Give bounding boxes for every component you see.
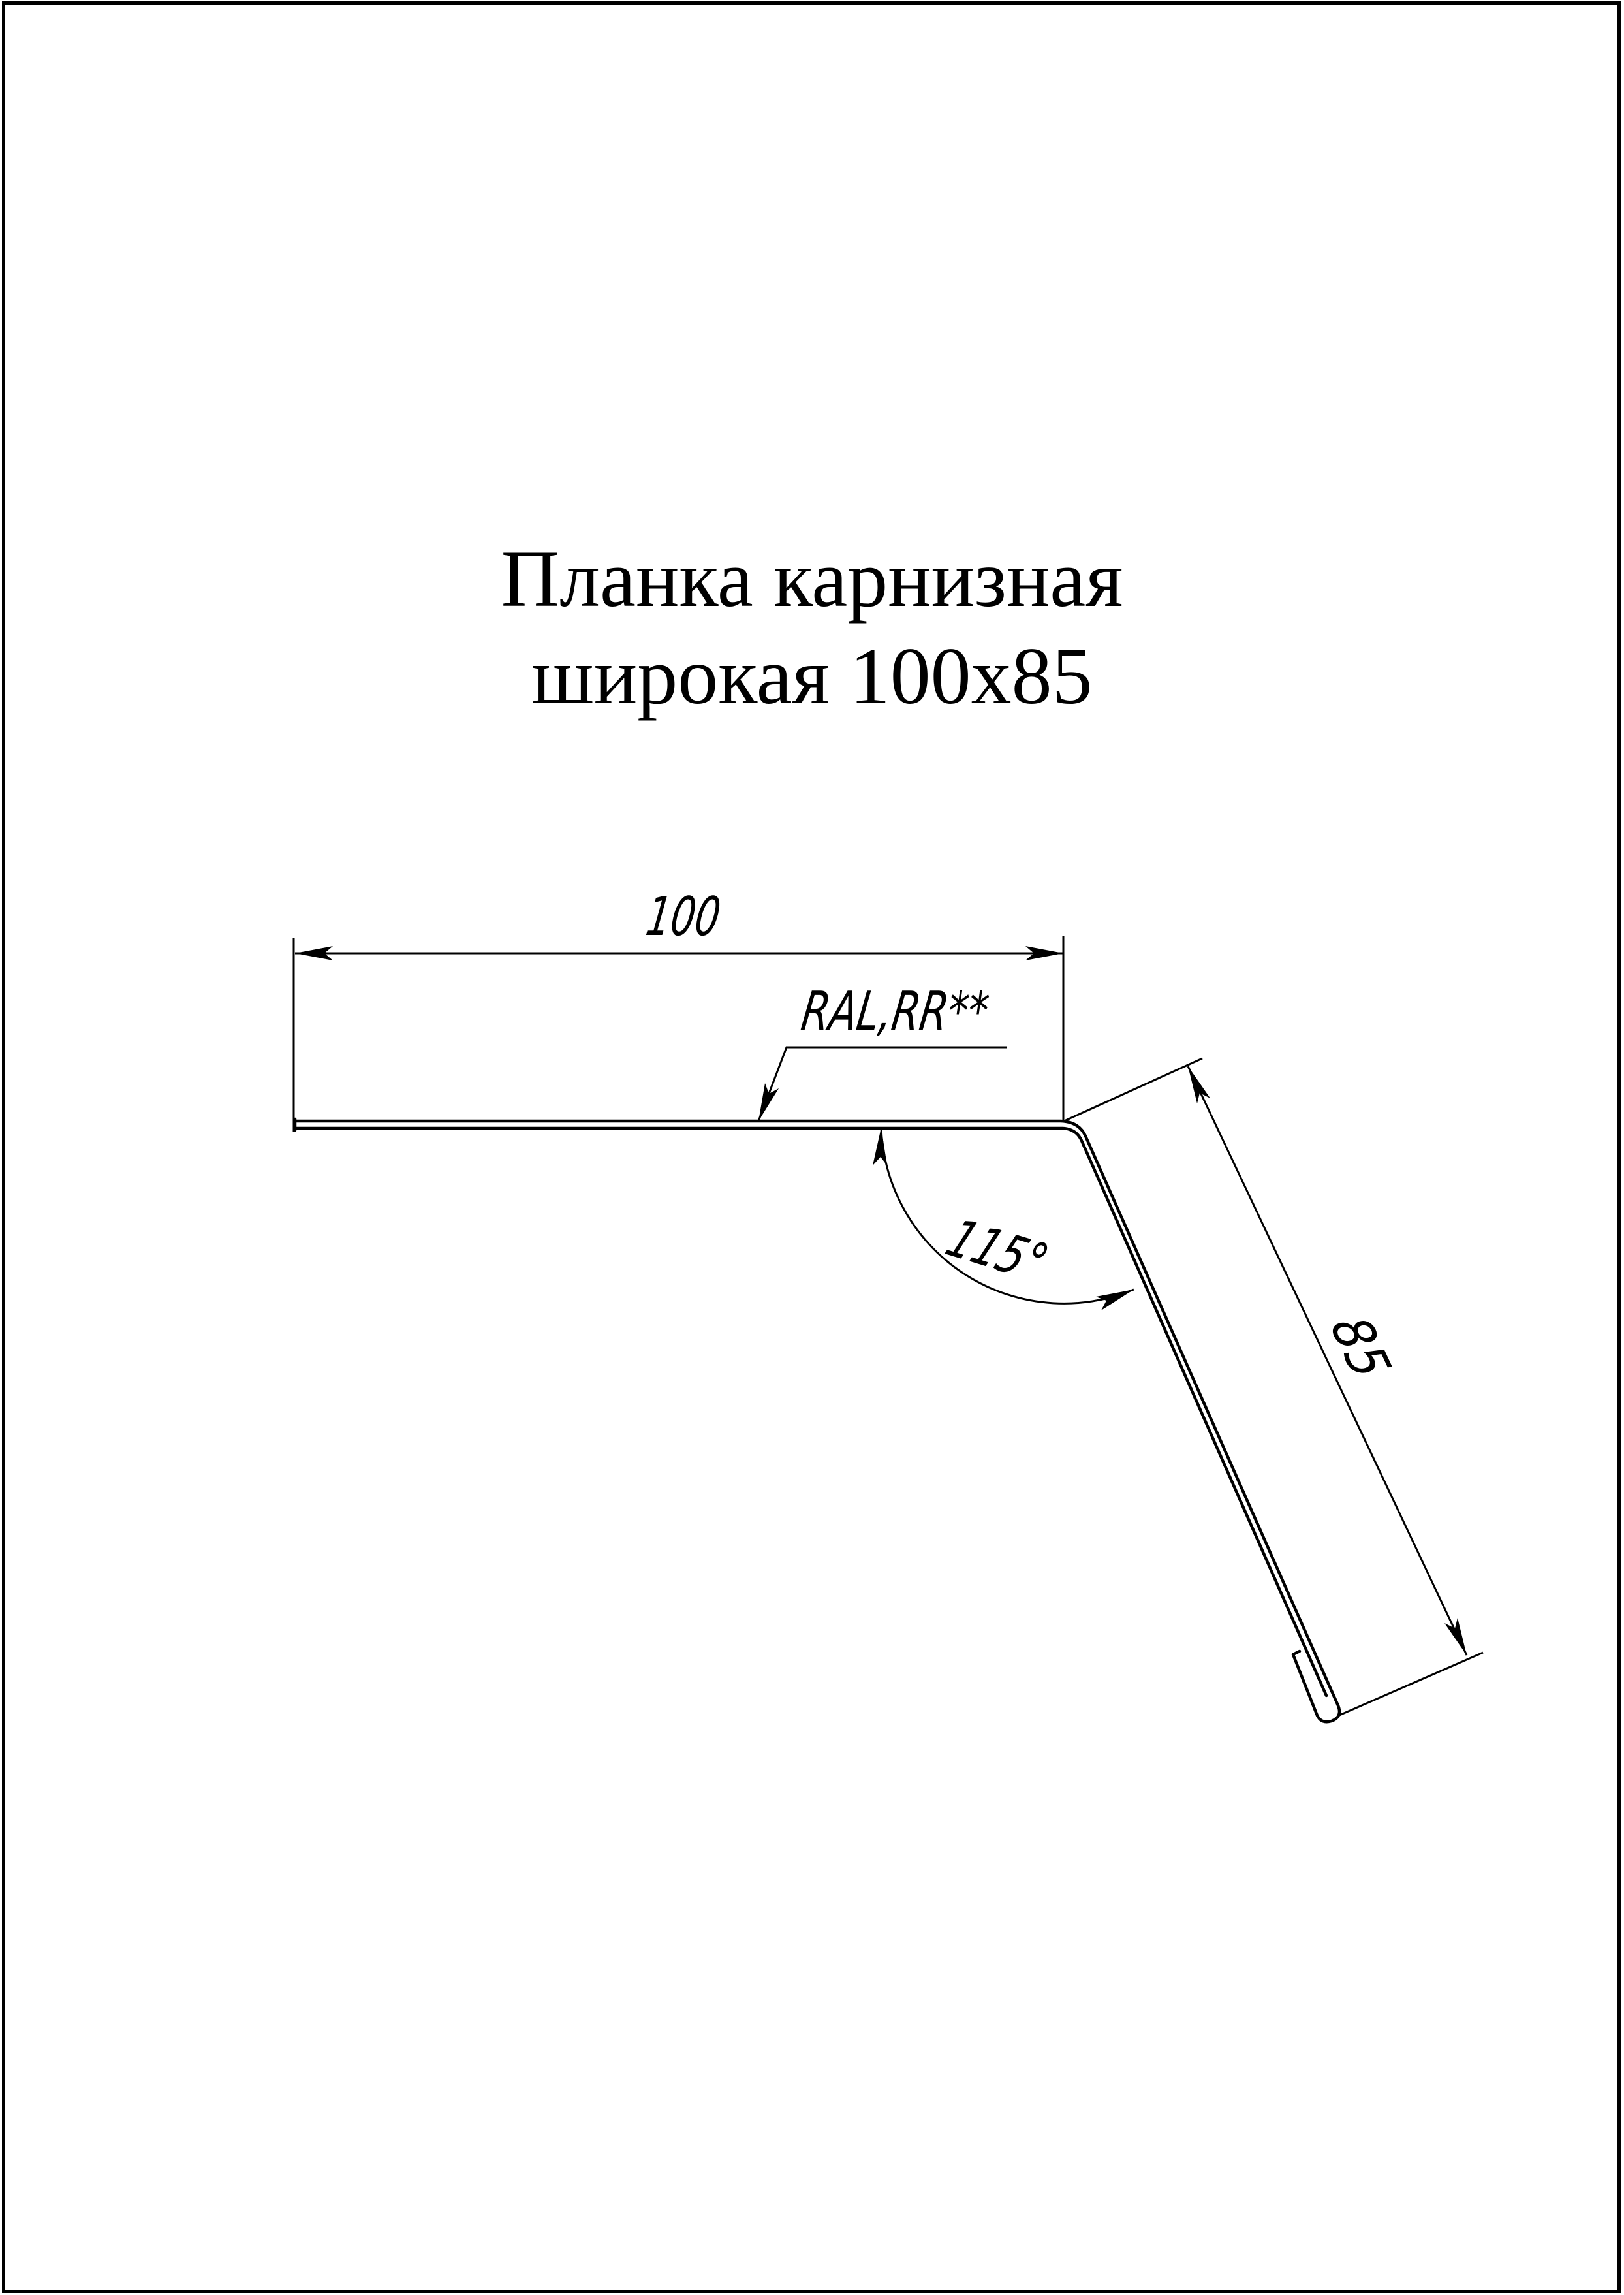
arrowhead-leader [758, 1083, 779, 1121]
coating-label: RAL,RR** [798, 981, 1055, 1043]
extension-line-85-top [1063, 1058, 1202, 1122]
part-outer-face-and-hem [295, 1121, 1339, 1722]
coating-leader [758, 981, 1055, 1121]
angle-label: 115° [937, 1208, 1087, 1303]
title-line-2: широкая 100x85 [531, 631, 1093, 721]
arrowhead-85-bottom [1444, 1618, 1467, 1655]
dimension-line-85 [1188, 1066, 1467, 1655]
extension-line-85-bottom [1339, 1653, 1483, 1715]
part-profile [295, 1119, 1339, 1722]
dimension-85 [1063, 1058, 1483, 1715]
title-line-1: Планка карнизная [501, 534, 1123, 624]
leader-line [758, 1047, 1007, 1121]
dim-85-label: 85 [1317, 1310, 1405, 1391]
dim-100-label: 100 [642, 886, 753, 948]
part-inner-face [295, 1128, 1326, 1696]
arrowhead-arc-top [873, 1128, 887, 1165]
arrowhead-85-top [1188, 1066, 1210, 1103]
